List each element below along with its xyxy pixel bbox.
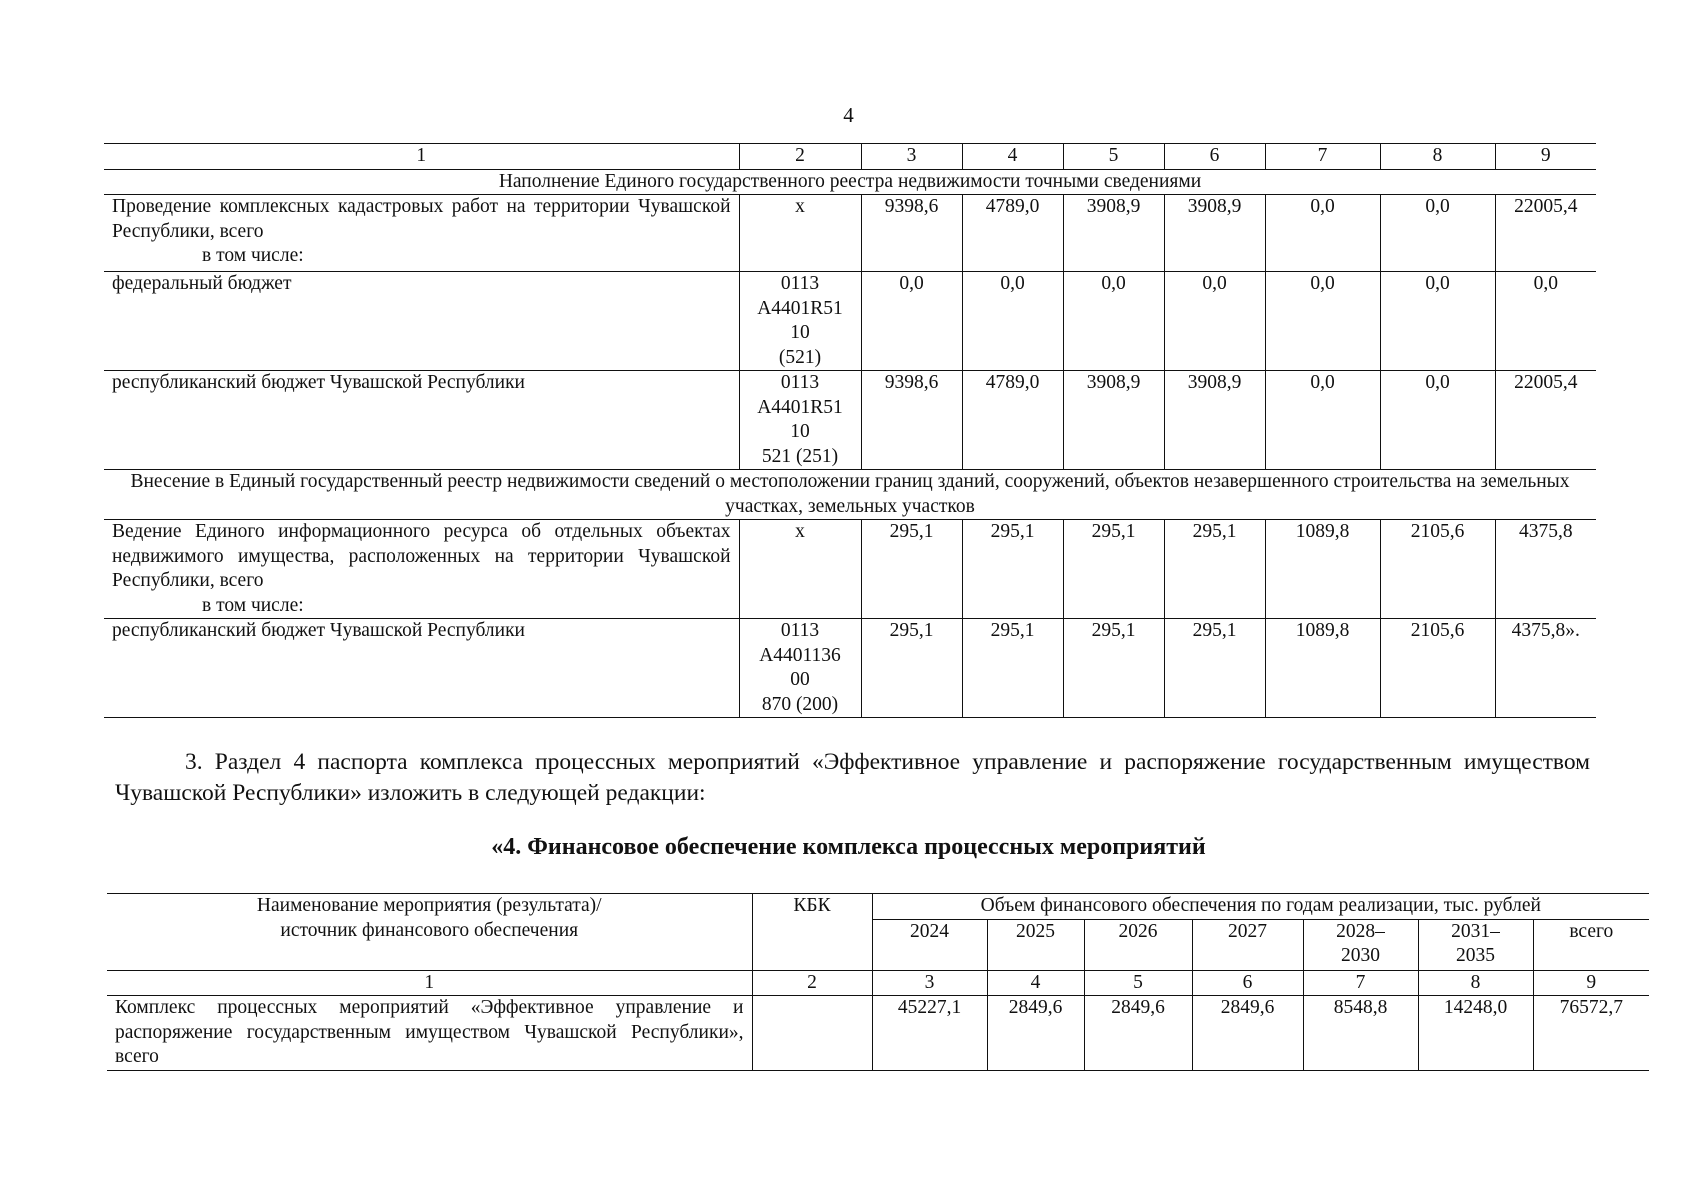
section-title-row — [104, 169, 1596, 195]
value-cell: 1089,8 — [1265, 520, 1380, 619]
header-cell: 7 — [1265, 144, 1380, 170]
table-row — [107, 996, 1649, 1071]
page-number: 4 — [843, 103, 854, 127]
table-row — [104, 371, 1596, 470]
header-cell: 4 — [962, 144, 1063, 170]
value-cell: 3908,9 — [1063, 371, 1164, 470]
year-header-cell: 2024 — [872, 919, 987, 970]
year-header-cell: 2027 — [1192, 919, 1303, 970]
kbk-line: А4401R51 — [757, 396, 843, 418]
kbk-cell — [739, 371, 861, 470]
value-cell: 295,1 — [1063, 619, 1164, 718]
value-cell: 0,0 — [962, 272, 1063, 371]
kbk-cell — [752, 996, 872, 1071]
value-cell: 295,1 — [962, 520, 1063, 619]
row-name-cell: Комплекс процессных мероприятий «Эффективное управление и распоряжение государственным имуществом Чувашской Республики», всего — [107, 996, 752, 1071]
kbk-cell — [739, 619, 861, 718]
header-cell: 2 — [739, 144, 861, 170]
table-row — [104, 272, 1596, 371]
kbk-line: х — [795, 196, 805, 217]
value-cell: 2105,6 — [1380, 520, 1495, 619]
row-name: Ведение Единого информационного ресурса об отдельных объектах недвижимого имущества, расположенных на территории Чувашской Республики, всего — [112, 521, 731, 591]
kbk-line: 00 — [790, 669, 810, 690]
value-cell: 4789,0 — [962, 195, 1063, 272]
funding-table — [107, 893, 1649, 1071]
number-cell: 2 — [752, 970, 872, 996]
header-cell: 6 — [1164, 144, 1265, 170]
number-cell: 9 — [1533, 970, 1649, 996]
table-row — [104, 195, 1596, 272]
number-cell: 5 — [1084, 970, 1192, 996]
value-cell: 3908,9 — [1063, 195, 1164, 272]
value-cell: 295,1 — [1063, 520, 1164, 619]
table-row — [104, 619, 1596, 718]
row-subnote: в том числе: — [202, 594, 304, 616]
value-cell: 45227,1 — [872, 996, 987, 1071]
value-cell: 9398,6 — [861, 371, 962, 470]
value-cell: 295,1 — [1164, 520, 1265, 619]
value-cell: 8548,8 — [1303, 996, 1418, 1071]
row-subnote: в том числе: — [202, 245, 304, 266]
kbk-header-cell: КБК — [752, 894, 872, 971]
header-cell: 1 — [104, 144, 739, 170]
value-cell: 295,1 — [1164, 619, 1265, 718]
group-header-cell: Объем финансового обеспечения по годам реализации, тыс. рублей — [872, 894, 1649, 920]
kbk-cell — [739, 272, 861, 371]
row-name: Проведение комплексных кадастровых работ на территории Чувашской Республики, всего — [112, 196, 731, 242]
section-heading: «4. Финансовое обеспечение комплекса процессных мероприятий — [491, 834, 1206, 860]
kbk-line: 10 — [790, 322, 810, 343]
kbk-cell — [739, 520, 861, 619]
value-cell: 0,0 — [1265, 371, 1380, 470]
header-cell: 9 — [1495, 144, 1596, 170]
name-header-cell: Наименование мероприятия (результата)/ источник финансового обеспечения — [107, 894, 752, 971]
kbk-line: 0113 — [780, 620, 820, 641]
value-cell: 2105,6 — [1380, 619, 1495, 718]
kbk-line: 0113 — [780, 372, 820, 393]
value-cell: 0,0 — [1164, 272, 1265, 371]
number-cell: 4 — [987, 970, 1084, 996]
value-cell: 1089,8 — [1265, 619, 1380, 718]
value-cell: 0,0 — [1380, 195, 1495, 272]
value-cell: 22005,4 — [1495, 371, 1596, 470]
kbk-line: (521) — [778, 346, 822, 368]
value-cell: 0,0 — [1063, 272, 1164, 371]
value-cell: 2849,6 — [1084, 996, 1192, 1071]
year-header-cell: 2028–2030 — [1303, 919, 1418, 970]
year-header-cell: всего — [1533, 919, 1649, 970]
kbk-line: х — [795, 521, 805, 542]
section-title-row — [104, 470, 1596, 520]
value-cell: 3908,9 — [1164, 195, 1265, 272]
value-cell: 9398,6 — [861, 195, 962, 272]
value-cell: 295,1 — [962, 619, 1063, 718]
kbk-line: 10 — [790, 421, 810, 442]
value-cell: 2849,6 — [1192, 996, 1303, 1071]
year-header-cell: 2025 — [987, 919, 1084, 970]
value-cell: 0,0 — [861, 272, 962, 371]
number-cell: 1 — [107, 970, 752, 996]
value-cell: 295,1 — [861, 520, 962, 619]
row-name-cell — [104, 520, 739, 619]
value-cell: 3908,9 — [1164, 371, 1265, 470]
year-header-cell: 2026 — [1084, 919, 1192, 970]
section-title-cell: Наполнение Единого государственного реестра недвижимости точными сведениями — [104, 169, 1596, 195]
value-cell: 14248,0 — [1418, 996, 1533, 1071]
value-cell: 76572,7 — [1533, 996, 1649, 1071]
kbk-line: А4401136 — [759, 644, 841, 666]
header-cell: 3 — [861, 144, 962, 170]
number-cell: 3 — [872, 970, 987, 996]
kbk-line: А4401R51 — [757, 297, 843, 319]
number-cell: 8 — [1418, 970, 1533, 996]
row-name-cell: республиканский бюджет Чувашской Республики — [104, 371, 739, 470]
header-cell: 5 — [1063, 144, 1164, 170]
column-number-row — [107, 970, 1649, 996]
row-name-cell — [104, 195, 739, 272]
kbk-line: 870 (200) — [761, 693, 839, 715]
kbk-cell — [739, 195, 861, 272]
value-cell: 0,0 — [1495, 272, 1596, 371]
row-name-cell: федеральный бюджет — [104, 272, 739, 371]
funding-table-continued — [104, 143, 1596, 718]
value-cell: 295,1 — [861, 619, 962, 718]
row-name-cell: республиканский бюджет Чувашской Республики — [104, 619, 739, 718]
value-cell: 4789,0 — [962, 371, 1063, 470]
kbk-line: 0113 — [780, 273, 820, 294]
year-header-cell: 2031–2035 — [1418, 919, 1533, 970]
kbk-line: 521 (251) — [761, 445, 839, 467]
table-row — [104, 520, 1596, 619]
value-cell: 0,0 — [1380, 371, 1495, 470]
number-cell: 6 — [1192, 970, 1303, 996]
header-row — [107, 894, 1649, 920]
number-cell: 7 — [1303, 970, 1418, 996]
value-cell: 4375,8». — [1495, 619, 1596, 718]
value-cell: 0,0 — [1265, 195, 1380, 272]
value-cell: 22005,4 — [1495, 195, 1596, 272]
value-cell: 0,0 — [1380, 272, 1495, 371]
value-cell: 2849,6 — [987, 996, 1084, 1071]
column-number-row — [104, 144, 1596, 170]
value-cell: 4375,8 — [1495, 520, 1596, 619]
amendment-paragraph: 3. Раздел 4 паспорта комплекса процессных мероприятий «Эффективное управление и распоряжение государственным имуществом Чувашской Республики» изложить в следующей редакции: — [115, 749, 1590, 806]
section-title-cell: Внесение в Единый государственный реестр недвижимости сведений о местоположении границ зданий, сооружений, объектов незавершенного строительства на земельных участках, земельных участков — [104, 470, 1596, 520]
header-cell: 8 — [1380, 144, 1495, 170]
value-cell: 0,0 — [1265, 272, 1380, 371]
